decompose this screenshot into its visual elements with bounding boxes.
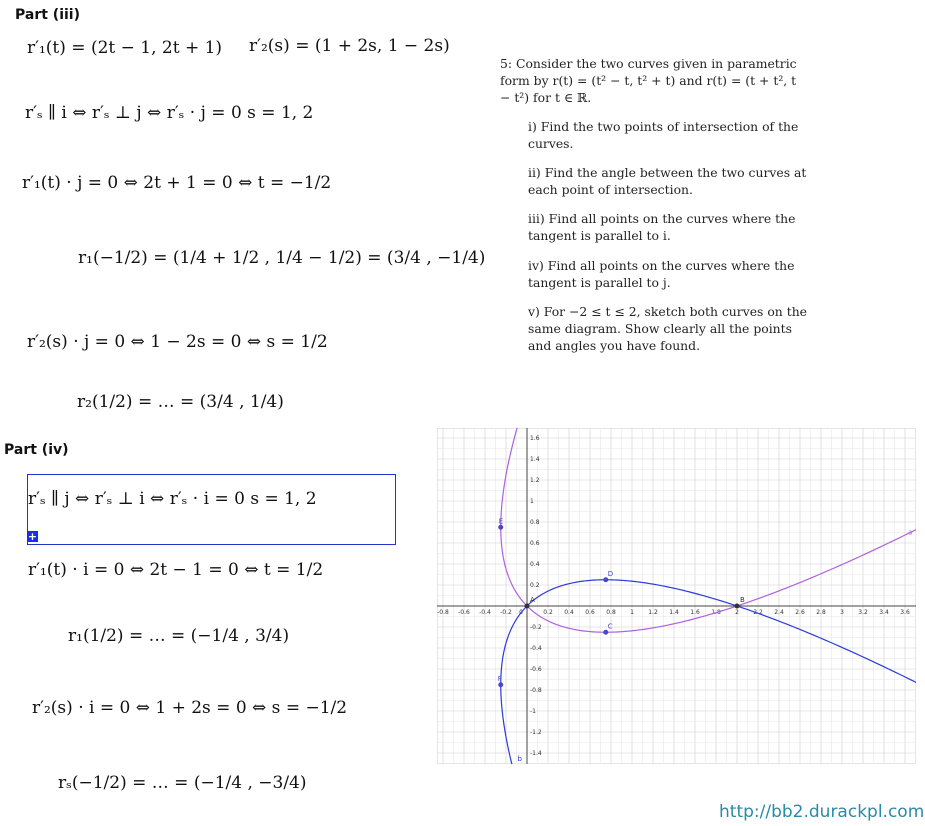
point-a (525, 604, 530, 609)
y-tick-label: -1.2 (530, 729, 542, 736)
x-tick-label: 2.6 (795, 609, 805, 616)
x-tick-label: 1 (630, 609, 634, 616)
y-tick-label: 0.2 (530, 582, 540, 589)
point-label-d: D (607, 569, 614, 578)
part-iii-heading: Part (iii) (15, 7, 80, 23)
point-f (498, 682, 503, 687)
x-tick-label: 2.4 (774, 609, 784, 616)
point-label-f: F (497, 674, 502, 683)
equation-r1-dot-j: r′₁(t) · j = 0 ⇔ 2t + 1 = 0 ⇔ t = −1/2 (22, 173, 332, 193)
y-tick-label: 0.6 (530, 540, 540, 547)
point-label-e: E (498, 517, 504, 526)
point-b (735, 604, 740, 609)
watermark-url: http://bb2.durackpl.com (719, 802, 925, 822)
x-tick-label: 3.4 (879, 609, 889, 616)
x-tick-label: -0.6 (458, 609, 470, 616)
point-e (498, 525, 503, 530)
y-tick-label: 0.8 (530, 519, 540, 526)
graph-frame (437, 428, 916, 764)
x-tick-label: 1.8 (711, 609, 721, 616)
y-tick-label: 1.4 (530, 456, 540, 463)
problem-item-i: i) Find the two points of intersection of the curves. (528, 119, 799, 151)
x-tick-label: 2 (735, 609, 739, 616)
problem-item-ii: ii) Find the angle between the two curves at each point of intersection. (528, 165, 807, 197)
x-tick-label: -0.4 (479, 609, 491, 616)
equation-r2-prime: r′₂(s) = (1 + 2s, 1 − 2s) (249, 36, 450, 56)
point-c (603, 630, 608, 635)
point-label-c: C (607, 622, 613, 631)
y-tick-label: 0.4 (530, 561, 540, 568)
x-tick-label: -0.8 (437, 609, 449, 616)
x-tick-label: 0.2 (543, 609, 553, 616)
y-tick-label: -1 (530, 708, 536, 715)
x-tick-label: 2.2 (753, 609, 763, 616)
x-tick-label: 1.2 (648, 609, 658, 616)
point-label-a: A (530, 596, 535, 604)
x-tick-label: -0.2 (500, 609, 512, 616)
y-tick-label: -0.2 (530, 624, 542, 631)
y-tick-label: -0.8 (530, 687, 542, 694)
x-tick-label: 0.6 (585, 609, 595, 616)
problem-intro: 5: Consider the two curves given in parametric form by r(t) = (t² − t, t² + t) and r(t) = (t + t², t − t²) for t ∈ ℝ. (500, 56, 797, 105)
y-tick-label: -1.4 (530, 750, 542, 757)
y-tick-label: -0.4 (530, 645, 542, 652)
point-label-b: B (740, 596, 745, 604)
y-tick-label: 1.2 (530, 477, 540, 484)
y-tick-label: -0.6 (530, 666, 542, 673)
equation-parallel-i: r′ₛ ∥ i ⇔ r′ₛ ⊥ j ⇔ r′ₛ · j = 0 s = 1, 2 (25, 103, 314, 123)
equation-parallel-j: r′ₛ ∥ j ⇔ r′ₛ ⊥ i ⇔ r′ₛ · i = 0 s = 1, 2 (28, 489, 317, 509)
equation-r1-half: r₁(1/2) = … = (−1/4 , 3/4) (68, 626, 290, 646)
equation-r1-dot-i: r′₁(t) · i = 0 ⇔ 2t − 1 = 0 ⇔ t = 1/2 (28, 560, 324, 580)
x-tick-label: 0.4 (564, 609, 574, 616)
x-tick-label: 0.8 (606, 609, 616, 616)
equation-r1-value: r₁(−1/2) = (1/4 + 1/2 , 1/4 − 1/2) = (3/4 , −1/4) (78, 248, 486, 268)
x-tick-label: 0 (519, 609, 523, 616)
selection-box[interactable] (27, 474, 396, 545)
x-tick-label: 3.6 (900, 609, 910, 616)
equation-rs-value: rₛ(−1/2) = … = (−1/4 , −3/4) (58, 773, 307, 793)
curve-a-label: a (908, 528, 913, 537)
x-tick-label: 3.2 (858, 609, 868, 616)
add-cursor-icon[interactable]: + (27, 530, 38, 543)
y-tick-label: 1 (530, 498, 534, 505)
x-tick-label: 1.6 (690, 609, 700, 616)
part-iv-heading: Part (iv) (4, 442, 69, 458)
problem-item-v: v) For −2 ≤ t ≤ 2, sketch both curves on the same diagram. Show clearly all the points and angles you have found. (528, 304, 808, 353)
x-tick-label: 1.4 (669, 609, 679, 616)
curve-b-label: b (517, 755, 523, 763)
equation-r2-dot-i: r′₂(s) · i = 0 ⇔ 1 + 2s = 0 ⇔ s = −1/2 (32, 698, 348, 718)
point-d (603, 577, 608, 582)
x-tick-label: 3 (840, 609, 844, 616)
problem-item-iii: iii) Find all points on the curves where the tangent is parallel to i. (528, 211, 796, 243)
problem-item-iv: iv) Find all points on the curves where the tangent is parallel to j. (528, 258, 795, 290)
equation-r1-prime: r′₁(t) = (2t − 1, 2t + 1) (27, 38, 223, 58)
curves-graph (437, 428, 916, 764)
equation-r2-value: r₂(1/2) = … = (3/4 , 1/4) (77, 392, 284, 412)
x-tick-label: 2.8 (816, 609, 826, 616)
y-tick-label: 1.6 (530, 435, 540, 442)
equation-r2-dot-j: r′₂(s) · j = 0 ⇔ 1 − 2s = 0 ⇔ s = 1/2 (27, 332, 328, 352)
